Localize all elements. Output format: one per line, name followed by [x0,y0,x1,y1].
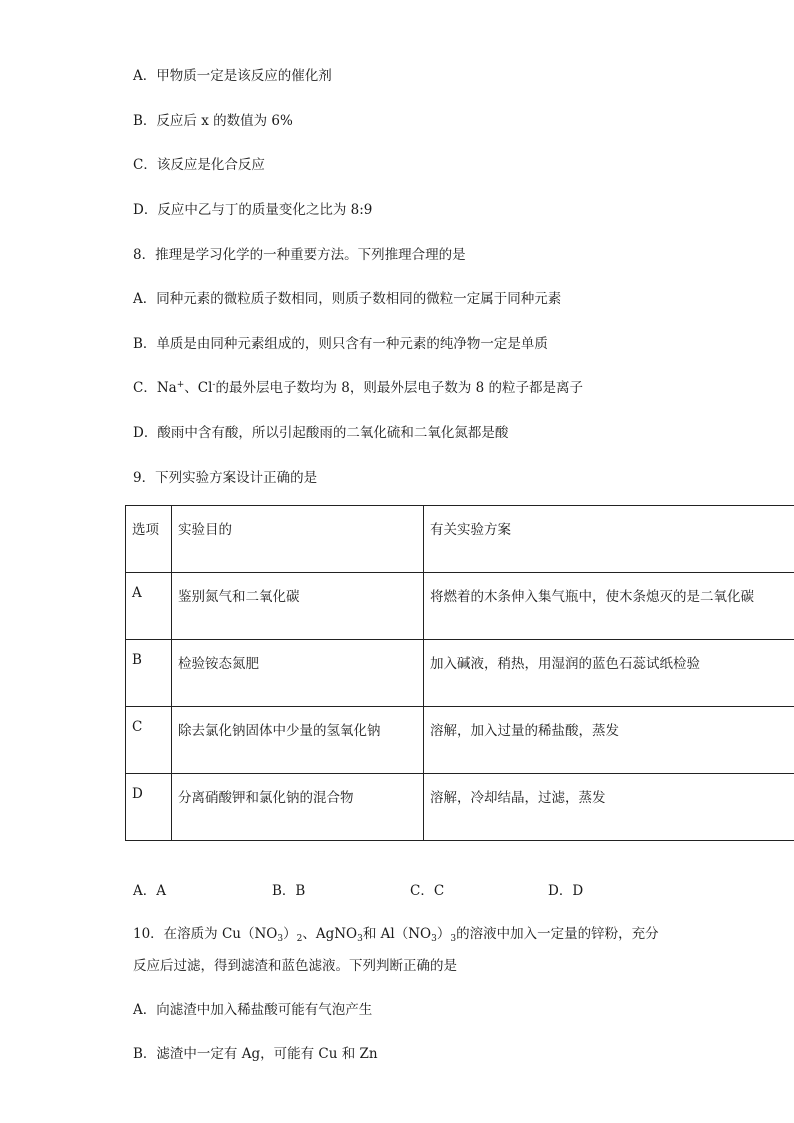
q10-subscript: 3 [357,934,363,944]
q10-subscript: 2 [296,934,303,944]
q10-text: 、AgNO [302,926,358,942]
q7-option-b: B．反应后 x 的数值为 6% [133,113,293,129]
table-cell: 将燃着的木条伸入集气瓶中，使木条熄灭的是二氧化碳 [424,573,794,640]
q9-option-c: C．C [410,883,445,899]
q10-text: ） [436,926,451,942]
q7-option-a: A．甲物质一定是该反应的催化剂 [133,68,332,84]
table-row [126,774,794,841]
q9-options [133,879,633,899]
table-cell: C [126,707,172,774]
q10-text: ） [283,926,297,942]
table-header-row [126,506,794,573]
q8-option-c [133,378,583,398]
q8-option-b: B．单质是由同种元素组成的，则只含有一种元素的纯净物一定是单质 [133,336,548,352]
q10-text: 的溶液中加入一定量的锌粉，充分 [456,926,659,942]
table-cell: 加入碱液，稍热，用湿润的蓝色石蕊试纸检验 [424,640,794,707]
q8-c-rest: 的最外层电子数均为 8，则最外层电子数为 8 的粒子都是离子 [215,380,584,396]
q10-text: 和 Al（NO [362,926,432,942]
q9-option-b: B．B [272,883,306,899]
table-cell: 除去氯化钠固体中少量的氢氧化钠 [172,707,424,774]
table-cell: B [126,640,172,707]
q7-option-c: C．该反应是化合反应 [133,157,265,173]
q10-subscript: 3 [431,934,437,944]
q8-c-sup-plus: + [176,380,185,390]
q8-c-prefix: C．Na [133,380,177,396]
q10-subscript: 3 [277,934,284,944]
q7-option-d: D．反应中乙与丁的质量变化之比为 8:9 [133,202,373,218]
q9-option-d: D．D [548,883,584,899]
q9-option-a: A．A [133,883,166,899]
q9-stem: 9．下列实验方案设计正确的是 [133,470,318,486]
q10-text: 10．在溶质为 Cu（NO [133,926,278,942]
q10-option-b: B．滤渣中一定有 Ag，可能有 Cu 和 Zn [133,1046,378,1062]
header-cell-option: 选项 [126,506,172,573]
q10-stem-line2: 反应后过滤，得到滤渣和蓝色滤液。下列判断正确的是 [133,958,457,974]
table-cell: 鉴别氮气和二氧化碳 [172,573,424,640]
q8-c-mid: 、Cl [184,380,213,396]
q8-option-a: A．同种元素的微粒质子数相同，则质子数相同的微粒一定属于同种元素 [133,291,562,307]
table-cell: 分离硝酸钾和氯化钠的混合物 [172,774,424,841]
table-cell: 溶解，加入过量的稀盐酸，蒸发 [424,707,794,774]
q8-option-d: D．酸雨中含有酸，所以引起酸雨的二氧化硫和二氧化氮都是酸 [133,425,509,441]
experiment-table [125,505,794,841]
table-row [126,640,794,707]
table-cell: 溶解，冷却结晶，过滤，蒸发 [424,774,794,841]
q10-stem-line1 [133,924,659,944]
q10-option-a: A．向滤渣中加入稀盐酸可能有气泡产生 [133,1002,373,1018]
table-row [126,707,794,774]
q8-stem: 8．推理是学习化学的一种重要方法。下列推理合理的是 [133,247,466,263]
table-cell: D [126,774,172,841]
table-cell: 检验铵态氮肥 [172,640,424,707]
table-cell: A [126,573,172,640]
header-cell-plan: 有关实验方案 [424,506,794,573]
header-cell-purpose: 实验目的 [172,506,424,573]
table-row [126,573,794,640]
q8-c-sup-minus: - [212,380,216,390]
q10-subscript: 3 [450,934,457,944]
